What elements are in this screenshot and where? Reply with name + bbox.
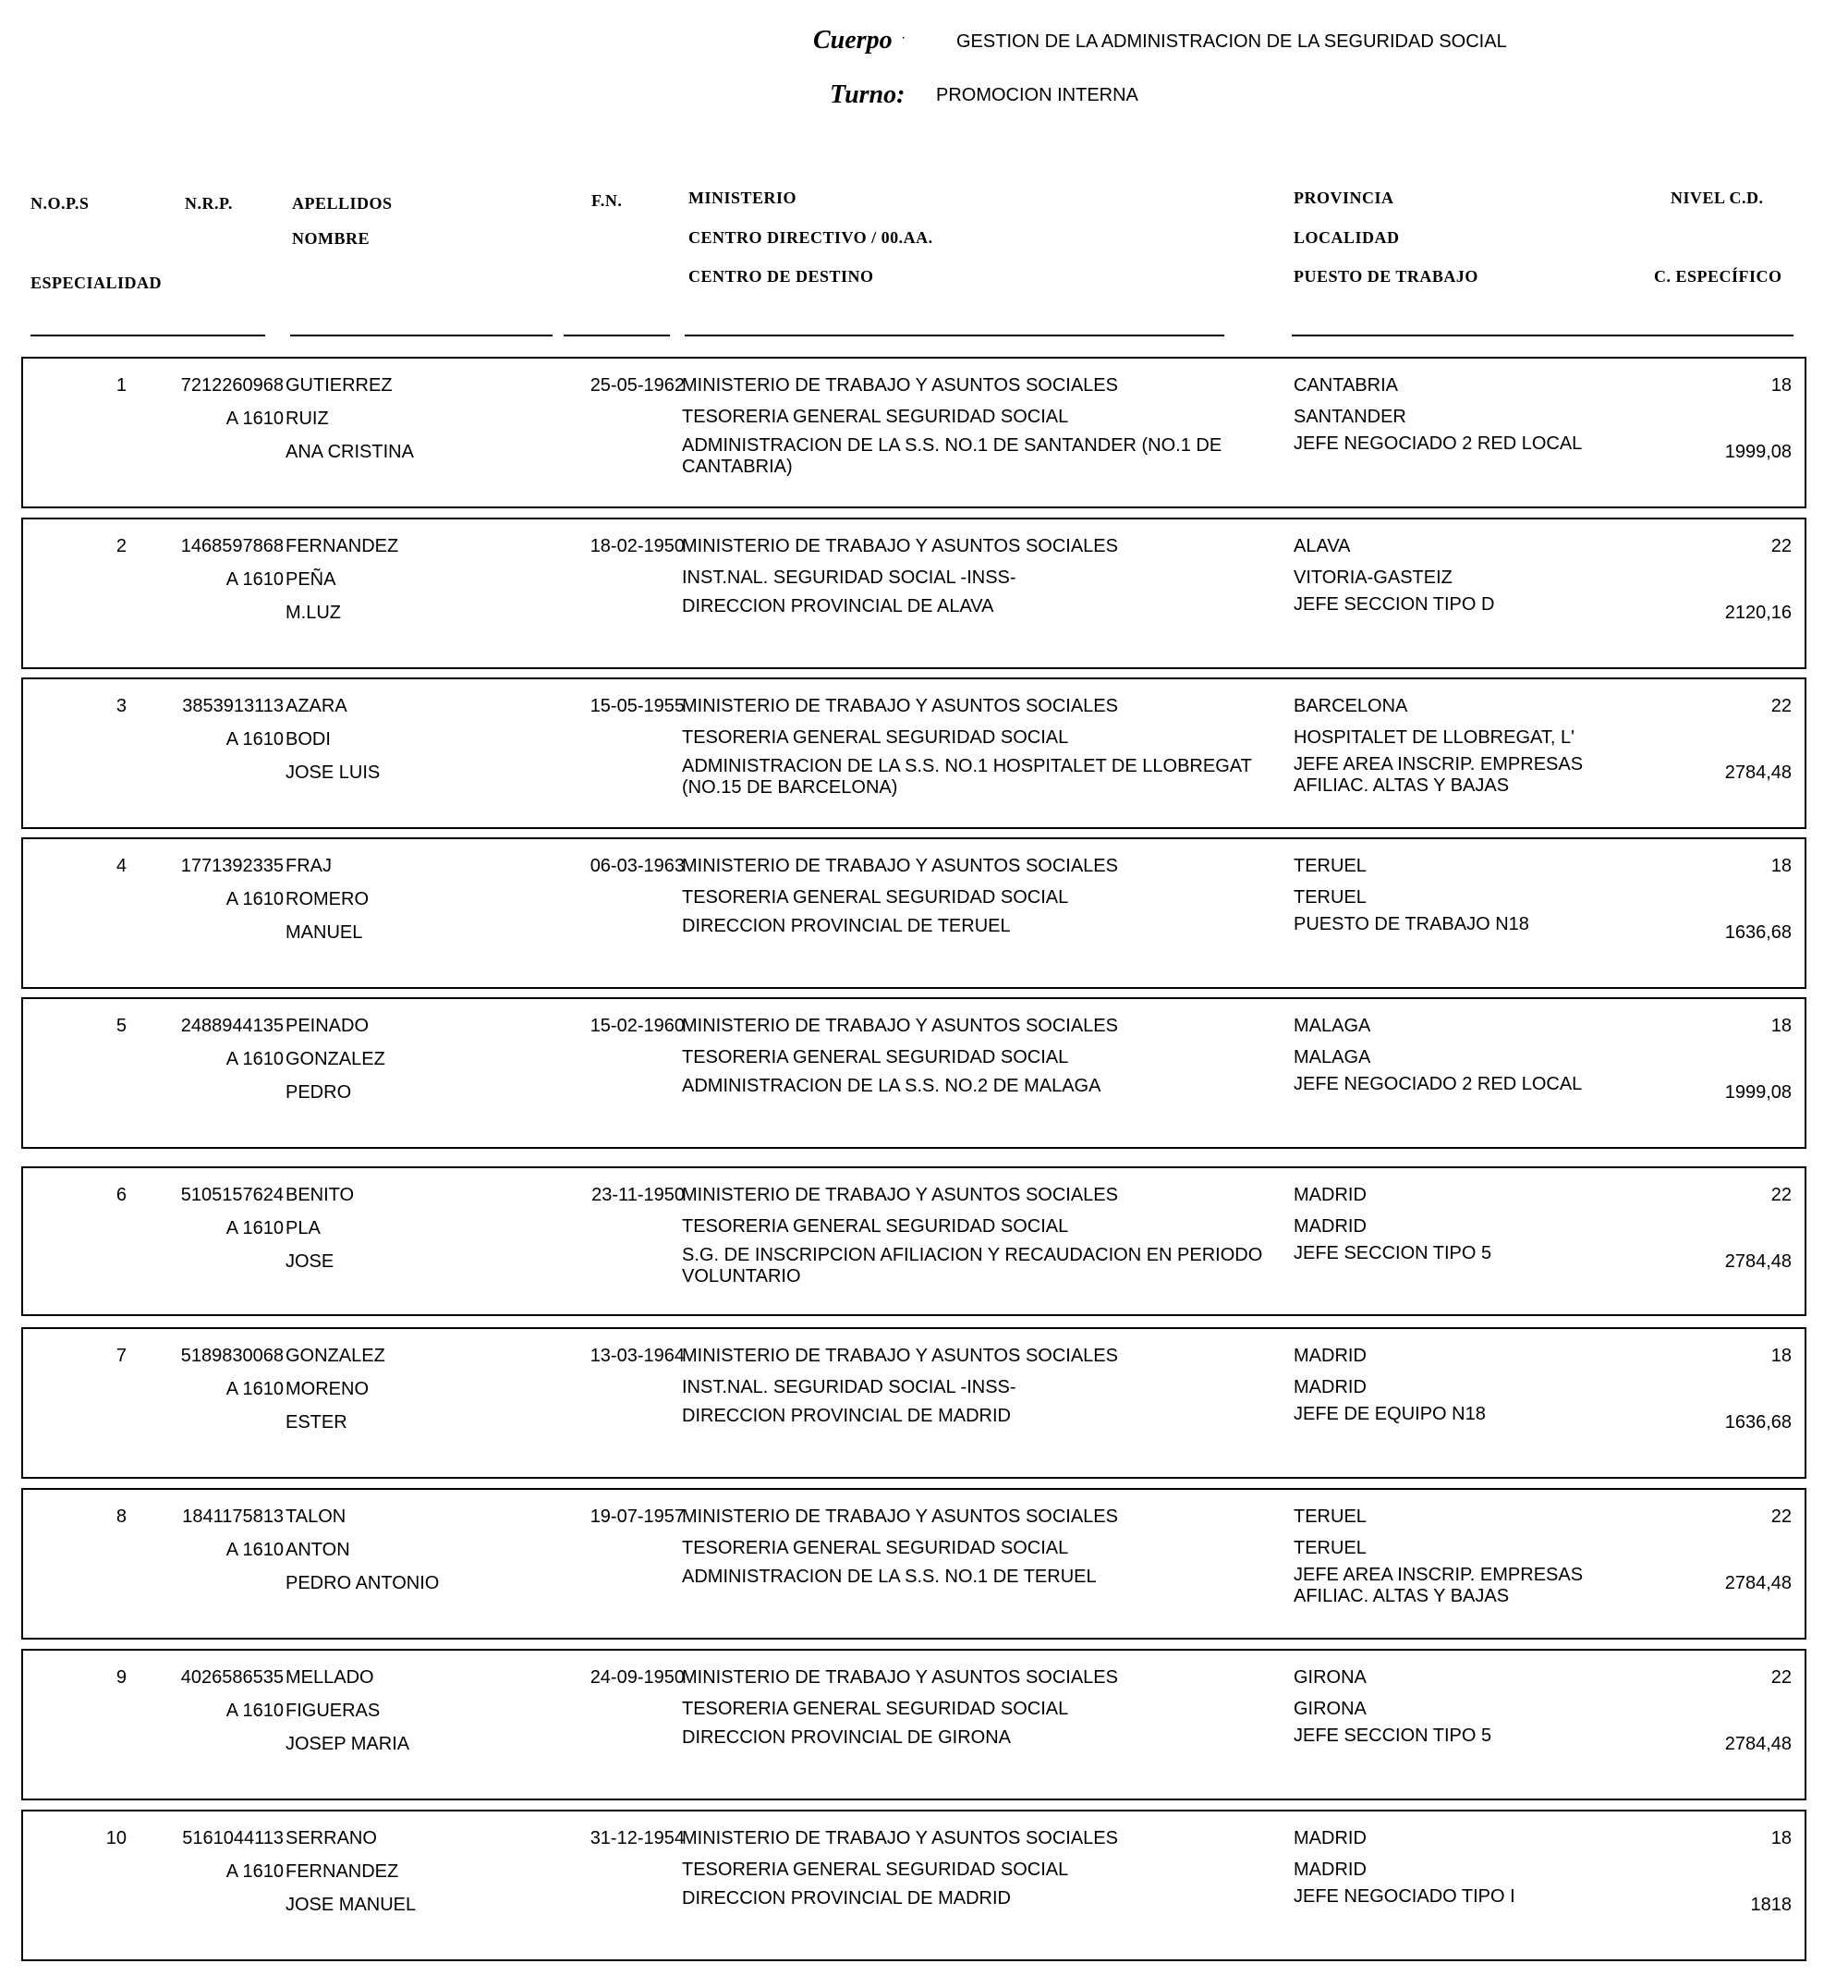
ministerio: MINISTERIO DE TRABAJO Y ASUNTOS SOCIALES <box>682 856 1118 876</box>
localidad: VITORIA-GASTEIZ <box>1294 567 1453 588</box>
col-nrp: N.R.P. <box>185 194 233 213</box>
provincia: MADRID <box>1294 1185 1367 1205</box>
nops: 9 <box>116 1667 127 1688</box>
nombre: JOSE LUIS <box>286 762 381 783</box>
complemento-especifico: 2784,48 <box>1724 1734 1792 1754</box>
apellido2: FERNANDEZ <box>286 1861 399 1882</box>
localidad: MADRID <box>1294 1216 1367 1237</box>
apellido2: MORENO <box>286 1379 369 1399</box>
record-row <box>21 1327 1806 1479</box>
fecha-nacimiento: 25-05-1962 <box>590 375 685 396</box>
ministerio: MINISTERIO DE TRABAJO Y ASUNTOS SOCIALES <box>682 696 1118 716</box>
nombre: PEDRO ANTONIO <box>286 1573 440 1593</box>
especialidad: A 1610 <box>225 1379 284 1399</box>
especialidad: A 1610 <box>225 729 284 750</box>
puesto-trabajo: JEFE NEGOCIADO 2 RED LOCAL <box>1294 1074 1583 1094</box>
centro-destino: ADMINISTRACION DE LA S.S. NO.1 HOSPITALET DE LLOBREGAT (NO.15 DE BARCELONA) <box>682 756 1252 798</box>
provincia: TERUEL <box>1294 856 1367 876</box>
provincia: TERUEL <box>1294 1506 1367 1527</box>
cuerpo-label: Cuerpo <box>813 26 893 55</box>
col-nivel: NIVEL C.D. <box>1671 189 1764 207</box>
provincia: MADRID <box>1294 1828 1367 1848</box>
nops: 5 <box>116 1016 127 1036</box>
centro-directivo: TESORERIA GENERAL SEGURIDAD SOCIAL <box>682 1860 1069 1880</box>
centro-directivo: TESORERIA GENERAL SEGURIDAD SOCIAL <box>682 727 1069 748</box>
localidad: SANTANDER <box>1294 407 1406 427</box>
fecha-nacimiento: 31-12-1954 <box>590 1828 685 1848</box>
apellido1: PEINADO <box>286 1016 370 1036</box>
puesto-trabajo: JEFE NEGOCIADO 2 RED LOCAL <box>1294 433 1583 454</box>
especialidad: A 1610 <box>225 889 284 909</box>
apellido1: GUTIERREZ <box>286 375 393 396</box>
record-row <box>21 677 1806 829</box>
complemento-especifico: 2784,48 <box>1724 1573 1792 1593</box>
especialidad: A 1610 <box>225 1540 284 1560</box>
apellido1: GONZALEZ <box>286 1346 385 1366</box>
record-row <box>21 1810 1806 1961</box>
header-rule <box>290 335 553 336</box>
localidad: GIRONA <box>1294 1699 1367 1719</box>
nivel-cd: 22 <box>1770 1667 1792 1688</box>
ministerio: MINISTERIO DE TRABAJO Y ASUNTOS SOCIALES <box>682 1346 1118 1366</box>
apellido2: ANTON <box>286 1540 350 1560</box>
nops: 7 <box>116 1346 127 1366</box>
localidad: MADRID <box>1294 1860 1367 1880</box>
col-puesto: PUESTO DE TRABAJO <box>1294 267 1478 286</box>
especialidad: A 1610 <box>225 1701 284 1721</box>
nivel-cd: 18 <box>1770 1346 1792 1366</box>
nops: 2 <box>116 536 127 556</box>
nrp: 5189830068 <box>180 1346 284 1366</box>
localidad: TERUEL <box>1294 887 1367 908</box>
ministerio: MINISTERIO DE TRABAJO Y ASUNTOS SOCIALES <box>682 536 1118 556</box>
puesto-trabajo: JEFE SECCION TIPO 5 <box>1294 1726 1492 1746</box>
centro-destino: DIRECCION PROVINCIAL DE GIRONA <box>682 1727 1011 1748</box>
centro-directivo: TESORERIA GENERAL SEGURIDAD SOCIAL <box>682 887 1069 908</box>
record-row <box>21 357 1806 508</box>
col-fn: F.N. <box>591 191 623 210</box>
puesto-trabajo: JEFE AREA INSCRIP. EMPRESAS AFILIAC. ALTAS Y BAJAS <box>1294 1565 1584 1606</box>
centro-directivo: TESORERIA GENERAL SEGURIDAD SOCIAL <box>682 1699 1069 1719</box>
col-nombre: NOMBRE <box>292 229 370 248</box>
nrp: 2488944135 <box>180 1016 284 1036</box>
apellido1: FERNANDEZ <box>286 536 399 556</box>
complemento-especifico: 1999,08 <box>1724 442 1792 462</box>
nops: 4 <box>116 856 127 876</box>
fecha-nacimiento: 19-07-1957 <box>590 1506 685 1527</box>
nombre: M.LUZ <box>286 603 341 623</box>
centro-destino: S.G. DE INSCRIPCION AFILIACION Y RECAUDACION EN PERIODO VOLUNTARIO <box>682 1245 1263 1287</box>
centro-destino: ADMINISTRACION DE LA S.S. NO.2 DE MALAGA <box>682 1076 1101 1096</box>
header-rule <box>30 335 265 336</box>
fecha-nacimiento: 18-02-1950 <box>590 536 685 556</box>
nops: 8 <box>116 1506 127 1527</box>
puesto-trabajo: JEFE SECCION TIPO 5 <box>1294 1243 1492 1263</box>
apellido2: GONZALEZ <box>286 1049 385 1069</box>
header-rule <box>1292 335 1793 336</box>
fecha-nacimiento: 15-05-1955 <box>590 696 685 716</box>
centro-destino: DIRECCION PROVINCIAL DE ALAVA <box>682 596 994 616</box>
centro-directivo: INST.NAL. SEGURIDAD SOCIAL -INSS- <box>682 567 1016 588</box>
localidad: MALAGA <box>1294 1047 1371 1067</box>
apellido1: SERRANO <box>286 1828 377 1848</box>
nrp: 4026586535 <box>180 1667 284 1688</box>
nivel-cd: 18 <box>1770 375 1792 396</box>
centro-directivo: INST.NAL. SEGURIDAD SOCIAL -INSS- <box>682 1377 1016 1397</box>
fecha-nacimiento: 23-11-1950 <box>591 1185 685 1205</box>
centro-directivo: TESORERIA GENERAL SEGURIDAD SOCIAL <box>682 1538 1069 1558</box>
header-rule <box>564 335 670 336</box>
provincia: BARCELONA <box>1294 696 1408 716</box>
col-especifico: C. ESPECÍFICO <box>1654 267 1782 286</box>
nops: 1 <box>116 375 127 396</box>
puesto-trabajo: JEFE AREA INSCRIP. EMPRESAS AFILIAC. ALTAS Y BAJAS <box>1294 754 1584 796</box>
col-localidad: LOCALIDAD <box>1294 228 1400 247</box>
apellido2: RUIZ <box>286 409 329 429</box>
centro-destino: DIRECCION PROVINCIAL DE MADRID <box>682 1888 1011 1909</box>
complemento-especifico: 2120,16 <box>1724 603 1792 623</box>
centro-directivo: TESORERIA GENERAL SEGURIDAD SOCIAL <box>682 1216 1069 1237</box>
localidad: HOSPITALET DE LLOBREGAT, L' <box>1294 727 1574 748</box>
apellido1: MELLADO <box>286 1667 374 1688</box>
apellido1: TALON <box>286 1506 346 1527</box>
nivel-cd: 18 <box>1770 1828 1792 1848</box>
ministerio: MINISTERIO DE TRABAJO Y ASUNTOS SOCIALES <box>682 1185 1118 1205</box>
fecha-nacimiento: 06-03-1963 <box>590 856 685 876</box>
apellido2: FIGUERAS <box>286 1701 381 1721</box>
record-row <box>21 1488 1806 1640</box>
nivel-cd: 22 <box>1770 1185 1792 1205</box>
nops: 6 <box>116 1185 127 1205</box>
localidad: MADRID <box>1294 1377 1367 1397</box>
cuerpo-value: GESTION DE LA ADMINISTRACION DE LA SEGURIDAD SOCIAL <box>956 31 1507 52</box>
record-row <box>21 1166 1806 1316</box>
apellido1: FRAJ <box>286 856 332 876</box>
nops: 3 <box>116 696 127 716</box>
turno-label: Turno: <box>830 80 906 109</box>
nrp: 3853913113 <box>182 696 284 716</box>
centro-destino: ADMINISTRACION DE LA S.S. NO.1 DE TERUEL <box>682 1567 1097 1587</box>
apellido1: BENITO <box>286 1185 355 1205</box>
ministerio: MINISTERIO DE TRABAJO Y ASUNTOS SOCIALES <box>682 1506 1118 1527</box>
provincia: MADRID <box>1294 1346 1367 1366</box>
especialidad: A 1610 <box>225 1049 284 1069</box>
record-row <box>21 518 1806 669</box>
fecha-nacimiento: 13-03-1964 <box>590 1346 685 1366</box>
localidad: TERUEL <box>1294 1538 1367 1558</box>
apellido2: PLA <box>286 1218 321 1238</box>
nivel-cd: 18 <box>1770 856 1792 876</box>
cuerpo-mark: · <box>901 30 906 45</box>
record-row <box>21 837 1806 989</box>
col-nops: N.O.P.S <box>30 194 90 213</box>
provincia: CANTABRIA <box>1294 375 1398 396</box>
centro-destino: DIRECCION PROVINCIAL DE MADRID <box>682 1406 1011 1426</box>
nivel-cd: 22 <box>1770 696 1792 716</box>
puesto-trabajo: JEFE NEGOCIADO TIPO I <box>1294 1886 1515 1907</box>
centro-destino: DIRECCION PROVINCIAL DE TERUEL <box>682 916 1011 936</box>
nombre: ANA CRISTINA <box>286 442 414 462</box>
ministerio: MINISTERIO DE TRABAJO Y ASUNTOS SOCIALES <box>682 1016 1118 1036</box>
record-row <box>21 1649 1806 1800</box>
apellido2: ROMERO <box>286 889 369 909</box>
nombre: JOSE <box>286 1251 334 1272</box>
fecha-nacimiento: 24-09-1950 <box>590 1667 685 1688</box>
provincia: MALAGA <box>1294 1016 1371 1036</box>
nombre: PEDRO <box>286 1082 352 1103</box>
ministerio: MINISTERIO DE TRABAJO Y ASUNTOS SOCIALES <box>682 375 1118 396</box>
record-row <box>21 997 1806 1149</box>
nrp: 5161044113 <box>182 1828 284 1848</box>
col-provincia: PROVINCIA <box>1294 189 1394 207</box>
nombre: JOSE MANUEL <box>286 1895 417 1915</box>
col-centro-directivo: CENTRO DIRECTIVO / 00.AA. <box>688 228 933 247</box>
nivel-cd: 22 <box>1770 1506 1792 1527</box>
provincia: GIRONA <box>1294 1667 1367 1688</box>
ministerio: MINISTERIO DE TRABAJO Y ASUNTOS SOCIALES <box>682 1828 1118 1848</box>
centro-directivo: TESORERIA GENERAL SEGURIDAD SOCIAL <box>682 1047 1069 1067</box>
complemento-especifico: 1999,08 <box>1724 1082 1792 1103</box>
centro-destino: ADMINISTRACION DE LA S.S. NO.1 DE SANTANDER (NO.1 DE CANTABRIA) <box>682 435 1222 477</box>
ministerio: MINISTERIO DE TRABAJO Y ASUNTOS SOCIALES <box>682 1667 1118 1688</box>
especialidad: A 1610 <box>225 1218 284 1238</box>
turno-value: PROMOCION INTERNA <box>936 85 1138 105</box>
col-centro-destino: CENTRO DE DESTINO <box>688 267 874 286</box>
centro-directivo: TESORERIA GENERAL SEGURIDAD SOCIAL <box>682 407 1069 427</box>
header-rule <box>685 335 1224 336</box>
complemento-especifico: 2784,48 <box>1724 1251 1792 1272</box>
nops: 10 <box>105 1828 127 1848</box>
complemento-especifico: 1636,68 <box>1724 922 1792 943</box>
especialidad: A 1610 <box>225 409 284 429</box>
nombre: MANUEL <box>286 922 363 943</box>
complemento-especifico: 1636,68 <box>1724 1412 1792 1433</box>
puesto-trabajo: PUESTO DE TRABAJO N18 <box>1294 914 1529 934</box>
col-apellidos: APELLIDOS <box>292 194 393 213</box>
complemento-especifico: 2784,48 <box>1724 762 1792 783</box>
nrp: 7212260968 <box>180 375 284 396</box>
complemento-especifico: 1818 <box>1750 1895 1792 1915</box>
nrp: 1841175813 <box>182 1506 284 1527</box>
puesto-trabajo: JEFE SECCION TIPO D <box>1294 594 1495 615</box>
nrp: 1468597868 <box>180 536 284 556</box>
nivel-cd: 22 <box>1770 536 1792 556</box>
apellido2: BODI <box>286 729 331 750</box>
nombre: ESTER <box>286 1412 347 1433</box>
nrp: 5105157624 <box>180 1185 284 1205</box>
provincia: ALAVA <box>1294 536 1351 556</box>
puesto-trabajo: JEFE DE EQUIPO N18 <box>1294 1404 1486 1424</box>
nombre: JOSEP MARIA <box>286 1734 410 1754</box>
especialidad: A 1610 <box>225 1861 284 1882</box>
col-especialidad: ESPECIALIDAD <box>30 274 163 292</box>
especialidad: A 1610 <box>225 569 284 590</box>
col-ministerio: MINISTERIO <box>688 189 797 207</box>
nivel-cd: 18 <box>1770 1016 1792 1036</box>
apellido1: AZARA <box>286 696 347 716</box>
nrp: 1771392335 <box>180 856 284 876</box>
apellido2: PEÑA <box>286 569 336 590</box>
fecha-nacimiento: 15-02-1960 <box>590 1016 685 1036</box>
